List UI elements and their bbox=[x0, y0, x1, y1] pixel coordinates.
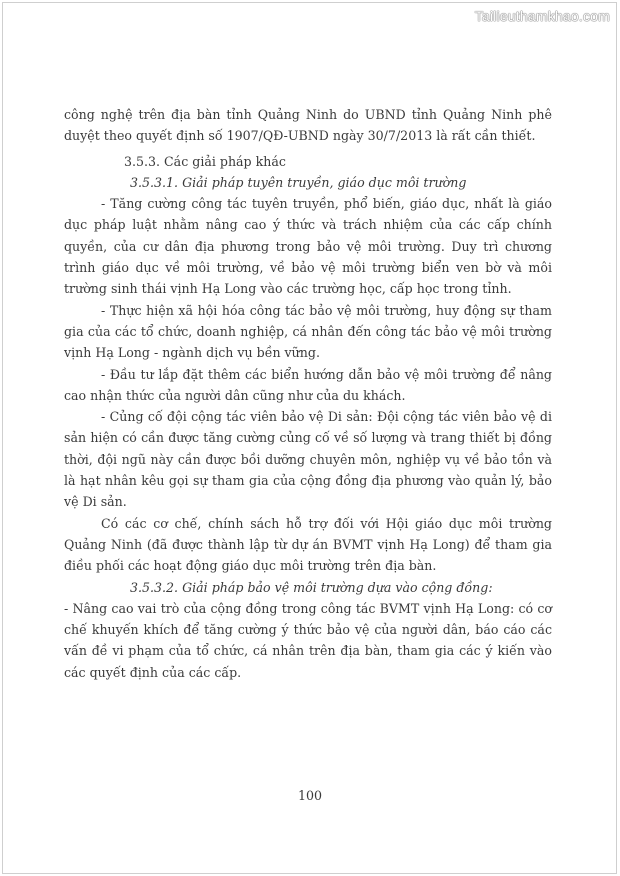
paragraph-continuation: công nghệ trên địa bàn tỉnh Quảng Ninh do UBND tỉnh Quảng Ninh phê duyệt theo quyết định số 1907/QĐ-UBND ngày 30/7/2013 là rất cần thiết. bbox=[64, 107, 552, 144]
paragraph-community: - Nâng cao vai trò của cộng đồng trong công tác BVMT vịnh Hạ Long: có cơ chế khuyến khích để tăng cường ý thức bảo vệ của người dân, báo cáo các vấn đề vi phạm của tổ chức, cá nhân trên địa bàn, tham gia các ý kiến vào các quyết định của các cấp. bbox=[64, 600, 552, 680]
paragraph-mechanisms: Có các cơ chế, chính sách hỗ trợ đối với Hội giáo dục môi trường Quảng Ninh (đã được thành lập từ dự án BVMT vịnh Hạ Long) để tham gia điều phối các hoạt động giáo dục môi trường trên địa bàn. bbox=[64, 515, 552, 574]
paragraph-propaganda: - Tăng cường công tác tuyên truyền, phổ biến, giáo dục, nhất là giáo dục pháp luật nhằm nâng cao ý thức và trách nhiệm của các cấp chính quyền, của cư dân địa phương trong bảo vệ môi trường. Duy trì chương trình giáo dục về môi trường, về bảo vệ môi trường biển ven bờ và môi trường sinh thái vịnh Hạ Long vào các trường học, cấp học trong tỉnh. bbox=[64, 196, 552, 297]
section-heading-3-5-3: 3.5.3. Các giải pháp khác bbox=[124, 153, 286, 169]
paragraph-socialization: - Thực hiện xã hội hóa công tác bảo vệ môi trường, huy động sự tham gia của các tổ chức, doanh nghiệp, cá nhân đến công tác bảo vệ môi trường vịnh Hạ Long - ngành dịch vụ bền vững. bbox=[64, 302, 552, 361]
document-body bbox=[64, 104, 552, 683]
subsection-heading-3-5-3-1: 3.5.3.1. Giải pháp tuyên truyền, giáo dục môi trường bbox=[130, 174, 467, 190]
paragraph-signage: - Đầu tư lắp đặt thêm các biển hướng dẫn bảo vệ môi trường để nâng cao nhận thức của người dân cũng như của du khách. bbox=[64, 366, 552, 403]
paragraph-collaborators: - Củng cố đội cộng tác viên bảo vệ Di sản: Đội cộng tác viên bảo vệ di sản hiện có cần được tăng cường củng cố về số lượng và trang thiết bị đồng thời, đội ngũ này cần được bồi dưỡng chuyên môn, nghiệp vụ về bảo tồn và là hạt nhân kêu gọi sự tham gia của cộng đồng địa phương vào quản lý, bảo vệ Di sản. bbox=[64, 409, 552, 510]
subsection-heading-3-5-3-2: 3.5.3.2. Giải pháp bảo vệ môi trường dựa vào cộng đồng: bbox=[130, 579, 493, 595]
watermark: Tailieuthamkhao.com bbox=[474, 8, 610, 24]
page-number: 100 bbox=[297, 788, 323, 803]
